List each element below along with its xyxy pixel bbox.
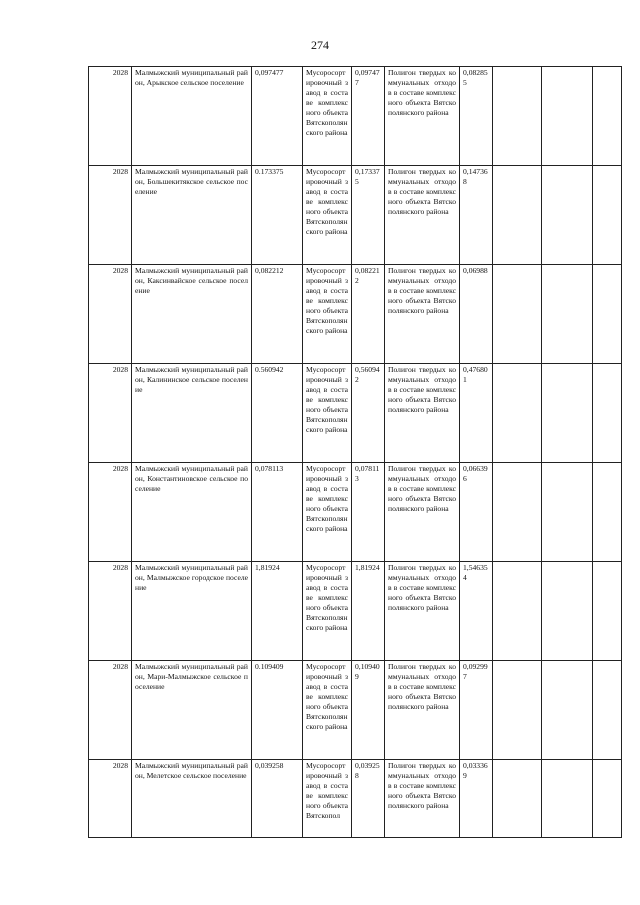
- mass-sorted-cell: 0,082212: [352, 265, 385, 364]
- table-row: [89, 562, 622, 661]
- table-row: [89, 364, 622, 463]
- year-cell: 2028: [89, 760, 132, 838]
- waste-flow-table: [88, 66, 622, 838]
- mass-landfilled-cell: 0,092997: [460, 661, 493, 760]
- empty-cell: [542, 760, 593, 838]
- source-cell: Малмыжский муниципальный район, Каксинвайское сельское поселение: [132, 265, 252, 364]
- source-cell: Малмыжский муниципальный район, Мари-Малмыжское сельское поселение: [132, 661, 252, 760]
- empty-cell: [493, 760, 542, 838]
- landfill-cell: Полигон твердых коммунальных отходов в составе комплексного объекта Вятскополянского района: [385, 67, 460, 166]
- source-cell: Малмыжский муниципальный район, Константиновское сельское поселение: [132, 463, 252, 562]
- table-row: [89, 166, 622, 265]
- mass-landfilled-cell: 0,06988: [460, 265, 493, 364]
- mass-sorted-cell: 0,097477: [352, 67, 385, 166]
- empty-cell: [542, 463, 593, 562]
- empty-cell: [493, 166, 542, 265]
- empty-cell: [542, 265, 593, 364]
- mass-generated-cell: 0,078113: [252, 463, 303, 562]
- empty-cell: [593, 166, 622, 265]
- mass-sorted-cell: 1,81924: [352, 562, 385, 661]
- table-row: [89, 661, 622, 760]
- table-row: [89, 265, 622, 364]
- sorting-facility-cell: Мусоросортировочный завод в составе комплексного объекта Вятскополянского района: [303, 265, 352, 364]
- mass-sorted-cell: 0,173375: [352, 166, 385, 265]
- mass-sorted-cell: 0,078113: [352, 463, 385, 562]
- table-row: [89, 760, 622, 838]
- empty-cell: [542, 661, 593, 760]
- mass-sorted-cell: 0,560942: [352, 364, 385, 463]
- empty-cell: [593, 364, 622, 463]
- year-cell: 2028: [89, 166, 132, 265]
- empty-cell: [542, 166, 593, 265]
- source-cell: Малмыжский муниципальный район, Малмыжское городское поселение: [132, 562, 252, 661]
- sorting-facility-cell: Мусоросортировочный завод в составе комплексного объекта Вятскополянского района: [303, 562, 352, 661]
- mass-landfilled-cell: 0,066396: [460, 463, 493, 562]
- mass-landfilled-cell: 0,082855: [460, 67, 493, 166]
- mass-landfilled-cell: 0,033369: [460, 760, 493, 838]
- year-cell: 2028: [89, 463, 132, 562]
- mass-generated-cell: 0,039258: [252, 760, 303, 838]
- year-cell: 2028: [89, 661, 132, 760]
- empty-cell: [593, 265, 622, 364]
- landfill-cell: Полигон твердых коммунальных отходов в составе комплексного объекта Вятскополянского района: [385, 166, 460, 265]
- empty-cell: [542, 364, 593, 463]
- table-row: [89, 67, 622, 166]
- sorting-facility-cell: Мусоросортировочный завод в составе комплексного объекта Вятскополянского района: [303, 67, 352, 166]
- sorting-facility-cell: Мусоросортировочный завод в составе комплексного объекта Вятскополянского района: [303, 661, 352, 760]
- empty-cell: [493, 364, 542, 463]
- mass-landfilled-cell: 1,546354: [460, 562, 493, 661]
- landfill-cell: Полигон твердых коммунальных отходов в составе комплексного объекта Вятскополянского района: [385, 760, 460, 838]
- year-cell: 2028: [89, 562, 132, 661]
- empty-cell: [593, 463, 622, 562]
- sorting-facility-cell: Мусоросортировочный завод в составе комплексного объекта Вятскополянского района: [303, 463, 352, 562]
- table-body: [89, 67, 622, 838]
- empty-cell: [593, 661, 622, 760]
- empty-cell: [542, 562, 593, 661]
- source-cell: Малмыжский муниципальный район, Мелетское сельское поселение: [132, 760, 252, 838]
- mass-landfilled-cell: 0,147368: [460, 166, 493, 265]
- year-cell: 2028: [89, 67, 132, 166]
- landfill-cell: Полигон твердых коммунальных отходов в составе комплексного объекта Вятскополянского района: [385, 463, 460, 562]
- mass-generated-cell: 0,097477: [252, 67, 303, 166]
- page-number: 274: [311, 38, 329, 52]
- empty-cell: [493, 265, 542, 364]
- empty-cell: [493, 67, 542, 166]
- sorting-facility-cell: Мусоросортировочный завод в составе комплексного объекта Вятскопол: [303, 760, 352, 838]
- sorting-facility-cell: Мусоросортировочный завод в составе комплексного объекта Вятскополянского района: [303, 364, 352, 463]
- empty-cell: [593, 562, 622, 661]
- mass-generated-cell: 0.560942: [252, 364, 303, 463]
- source-cell: Малмыжский муниципальный район, Большекитякское сельское поселение: [132, 166, 252, 265]
- empty-cell: [493, 661, 542, 760]
- source-cell: Малмыжский муниципальный район, Калининское сельское поселение: [132, 364, 252, 463]
- mass-sorted-cell: 0,039258: [352, 760, 385, 838]
- empty-cell: [493, 463, 542, 562]
- empty-cell: [542, 67, 593, 166]
- landfill-cell: Полигон твердых коммунальных отходов в составе комплексного объекта Вятскополянского района: [385, 265, 460, 364]
- mass-landfilled-cell: 0,476801: [460, 364, 493, 463]
- mass-generated-cell: 0.173375: [252, 166, 303, 265]
- empty-cell: [493, 562, 542, 661]
- landfill-cell: Полигон твердых коммунальных отходов в составе комплексного объекта Вятскополянского района: [385, 364, 460, 463]
- mass-generated-cell: 1,81924: [252, 562, 303, 661]
- mass-sorted-cell: 0,109409: [352, 661, 385, 760]
- year-cell: 2028: [89, 364, 132, 463]
- empty-cell: [593, 67, 622, 166]
- mass-generated-cell: 0.109409: [252, 661, 303, 760]
- empty-cell: [593, 760, 622, 838]
- year-cell: 2028: [89, 265, 132, 364]
- landfill-cell: Полигон твердых коммунальных отходов в составе комплексного объекта Вятскополянского района: [385, 562, 460, 661]
- sorting-facility-cell: Мусоросортировочный завод в составе комплексного объекта Вятскополянского района: [303, 166, 352, 265]
- table-row: [89, 463, 622, 562]
- mass-generated-cell: 0,082212: [252, 265, 303, 364]
- source-cell: Малмыжский муниципальный район, Арыкское сельское поселение: [132, 67, 252, 166]
- landfill-cell: Полигон твердых коммунальных отходов в составе комплексного объекта Вятскополянского района: [385, 661, 460, 760]
